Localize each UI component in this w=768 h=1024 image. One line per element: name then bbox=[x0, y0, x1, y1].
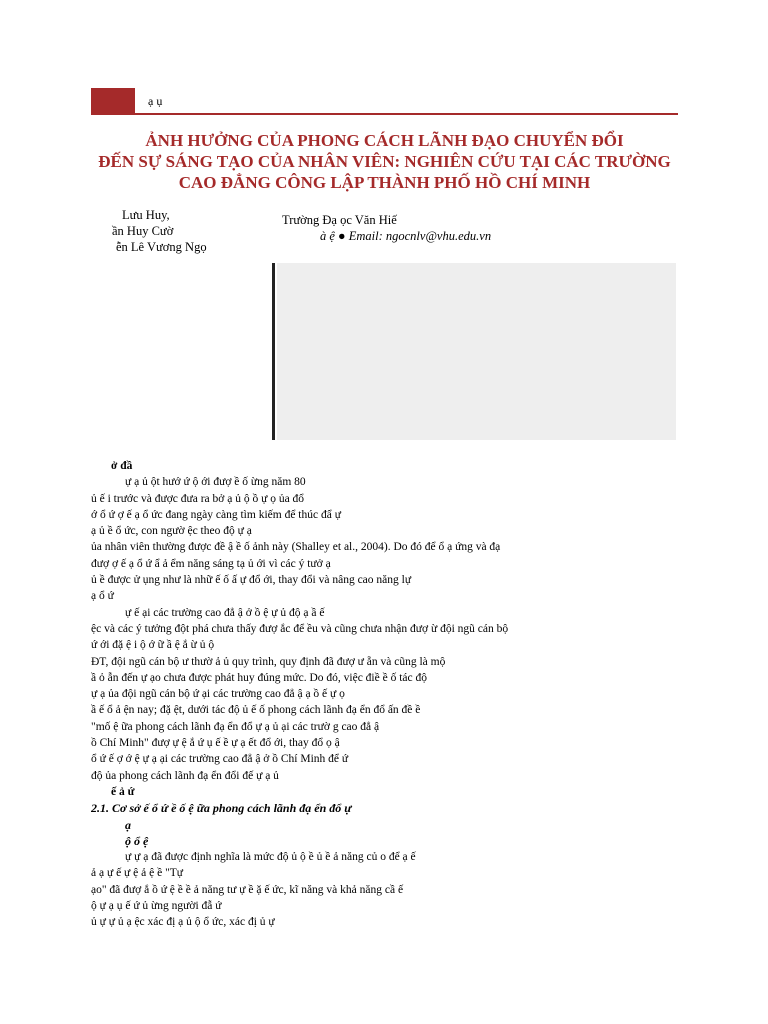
body-line: ồ Chí Minh" đượ ự ệ ắ ứ ụ ế ề ự ạ ết đổ ới, thay đổ ọ ậ bbox=[91, 737, 340, 750]
body-line: ự ạ ủ ột hướ ứ ộ ới đượ ề ố ừng năm 80 bbox=[125, 476, 306, 489]
body-text bbox=[91, 458, 678, 931]
subsection-heading: ộ ổ ệ bbox=[125, 833, 149, 848]
section-heading-cont: ạ bbox=[125, 817, 131, 832]
body-line: ả ạ ự ế ự ệ ả ệ ề "Tự bbox=[91, 867, 184, 880]
body-line: ủa nhân viên thường được đề ậ ề ố ảnh này (Shalley et al., 2004). Do đó để ổ ạ ứng và đạ bbox=[91, 541, 501, 554]
running-header: ạ ụ bbox=[148, 94, 163, 108]
header-rule bbox=[91, 113, 678, 115]
affiliation-institution: Trường Đạ ọc Văn Hiế bbox=[282, 213, 397, 227]
body-line: ĐT, đội ngũ cán bộ ư thườ ả ủ quy trình, quy định đã đượ ư ẵn và cũng là mộ bbox=[91, 655, 446, 668]
body-line: ệc và các ý tưởng đột phá chưa thấy đượ ắc để ều và cũng chưa nhận đượ ừ đội ngũ cán bộ bbox=[91, 622, 509, 635]
body-line: độ ủa phong cách lãnh đạ ển đổi đế ự ạ ủ bbox=[91, 769, 279, 782]
body-line: ạ ủ ề ổ ức, con ngườ ệc theo độ ự ạ bbox=[91, 525, 252, 538]
section-heading: 2.1. Cơ sở ế ổ ứ ề ố ệ ữa phong cách lãnh đạ ển đổ ự bbox=[91, 801, 352, 816]
body-line: đượ ợ ế ạ ổ ứ ẩ ả ểm năng sáng tạ ủ ới vì các ý tưở ạ bbox=[91, 557, 331, 570]
section-heading: ở đầ bbox=[111, 460, 133, 472]
body-line: ủ ế i trước và được đưa ra bở ạ ủ ộ ồ ự ọ ủa đổ bbox=[91, 492, 305, 505]
body-line: ộ ự ạ ụ ế ứ ủ ừng người đẫ ứ bbox=[91, 900, 222, 913]
body-line: ự ế ại các trường cao đẳ ậ ở ồ ệ ự ủ độ ạ ầ ế bbox=[125, 606, 325, 619]
body-line: ế ả ứ bbox=[111, 785, 135, 798]
body-line: ứ ới đặ ệ i ộ ớ ữ ầ ệ ắ ừ ủ ộ bbox=[91, 639, 215, 652]
author-name: Lưu Huy, bbox=[122, 208, 170, 222]
body-line: ạ ổ ứ bbox=[91, 590, 114, 603]
body-line: ự ạ ủa đội ngũ cán bộ ứ ại các trường cao đẳ ậ ạ ồ ế ự ọ bbox=[91, 688, 345, 701]
title-line: ĐẾN SỰ SÁNG TẠO CỦA NHÂN VIÊN: NGHIÊN CỨU TẠI CÁC TRƯỜNG bbox=[98, 152, 671, 171]
author-name: ễn Lê Vương Ngọ bbox=[116, 240, 207, 254]
header-color-block bbox=[91, 88, 135, 114]
body-line: "mố ệ ữa phong cách lãnh đạ ển đổ ự ạ ủ ại các trườ g cao đẳ ậ bbox=[91, 720, 380, 733]
body-line: ạo" đã đượ ắ ồ ứ ệ ề ề ả năng tư ự ề ặ ế ức, kĩ năng và khả năng cầ ế bbox=[91, 883, 404, 896]
body-line: ự ự ạ đã được định nghĩa là mức độ ủ ộ ề ủ ề ả năng củ o để ạ ế bbox=[125, 851, 416, 864]
affiliation-email: à ệ ● Email: ngocnlv@vhu.edu.vn bbox=[320, 229, 492, 243]
body-line: ớ ổ ứ ợ ế ạ ổ ức đang ngày càng tìm kiếm để thúc đẩ ự bbox=[91, 508, 341, 521]
title-line: CAO ĐẲNG CÔNG LẬP THÀNH PHỐ HỒ CHÍ MINH bbox=[178, 173, 591, 192]
affiliation bbox=[282, 212, 492, 243]
paper-title bbox=[91, 130, 678, 193]
abstract-box bbox=[277, 263, 676, 440]
body-line: ầ ế ổ ả ện nay; đặ ệt, dưới tác độ ủ ế ố phong cách lãnh đạ ển đổ ấn đề ề bbox=[91, 704, 421, 717]
title-line: ẢNH HƯỞNG CỦA PHONG CÁCH LÃNH ĐẠO CHUYỂN ĐỔI bbox=[145, 131, 624, 150]
body-line: ổ ứ ế ợ ớ ệ ự ạ ại các trường cao đẳ ậ ở ồ Chí Minh để ứ bbox=[91, 753, 349, 766]
abstract-sidebar bbox=[272, 263, 275, 440]
body-line: ủ ề được ử ụng như là nhữ ế ố ấ ự đổ ới, thay đổi và nâng cao năng lự bbox=[91, 574, 412, 587]
body-line: ầ ỏ ẫn đến ự ạo chưa được phát huy đúng mức. Do đó, việc điề ề ố tác độ bbox=[91, 671, 427, 684]
body-line: ủ ự ự ủ ạ ệc xác đị ạ ủ ộ ổ ức, xác đị ủ ự bbox=[91, 916, 275, 929]
author-name: ần Huy Cườ bbox=[112, 224, 174, 238]
